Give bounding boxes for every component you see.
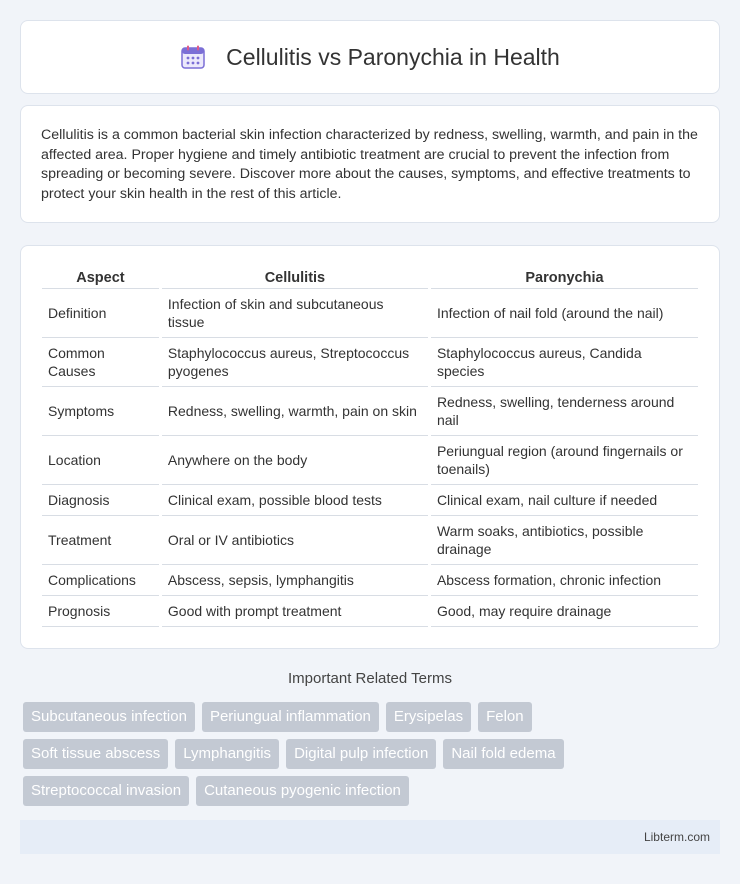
row-label: Definition	[42, 289, 159, 338]
cellulitis-cell: Oral or IV antibiotics	[162, 516, 428, 565]
calendar-icon	[180, 44, 206, 70]
cellulitis-cell: Anywhere on the body	[162, 436, 428, 485]
related-term-tag[interactable]: Lymphangitis	[175, 739, 279, 769]
cellulitis-cell: Infection of skin and subcutaneous tissue	[162, 289, 428, 338]
column-header-cellulitis: Cellulitis	[162, 268, 428, 289]
table-row	[42, 289, 698, 338]
intro-paragraph: Cellulitis is a common bacterial skin infection characterized by redness, swelling, warmth, and pain in the affected area. Proper hygiene and timely antibiotic treatment are crucial to prevent the infection from spreading or becoming severe. Discover more about the causes, symptoms, and effective treatments to protect your skin health in the rest of this article.	[41, 127, 698, 202]
footer-site-link[interactable]: Libterm.com	[643, 830, 710, 844]
cellulitis-cell: Good with prompt treatment	[162, 596, 428, 627]
row-label: Complications	[42, 565, 159, 596]
paronychia-cell: Good, may require drainage	[431, 596, 698, 627]
tag-row	[23, 739, 723, 769]
related-term-tag[interactable]: Erysipelas	[386, 702, 471, 732]
table-header-row	[42, 268, 698, 289]
related-term-tag[interactable]: Periungual inflammation	[202, 702, 379, 732]
table-row	[42, 596, 698, 627]
row-label: Common Causes	[42, 338, 159, 387]
row-label: Prognosis	[42, 596, 159, 627]
cellulitis-cell: Clinical exam, possible blood tests	[162, 485, 428, 516]
related-term-tag[interactable]: Nail fold edema	[443, 739, 563, 769]
page-title: Cellulitis vs Paronychia in Health	[226, 43, 560, 70]
intro-card	[20, 105, 720, 223]
footer	[20, 820, 720, 854]
row-label: Symptoms	[42, 387, 159, 436]
cellulitis-cell: Staphylococcus aureus, Streptococcus pyogenes	[162, 338, 428, 387]
paronychia-cell: Clinical exam, nail culture if needed	[431, 485, 698, 516]
cellulitis-cell: Abscess, sepsis, lymphangitis	[162, 565, 428, 596]
column-header-aspect: Aspect	[42, 268, 159, 289]
related-term-tag[interactable]: Cutaneous pyogenic infection	[196, 776, 409, 806]
related-term-tag[interactable]: Felon	[478, 702, 532, 732]
table-row	[42, 436, 698, 485]
paronychia-cell: Abscess formation, chronic infection	[431, 565, 698, 596]
related-term-tag[interactable]: Digital pulp infection	[286, 739, 436, 769]
table-row	[42, 338, 698, 387]
comparison-table	[39, 268, 701, 627]
paronychia-cell: Infection of nail fold (around the nail)	[431, 289, 698, 338]
paronychia-cell: Staphylococcus aureus, Candida species	[431, 338, 698, 387]
related-term-tag[interactable]: Subcutaneous infection	[23, 702, 195, 732]
row-label: Diagnosis	[42, 485, 159, 516]
related-term-tag[interactable]: Streptococcal invasion	[23, 776, 189, 806]
cellulitis-cell: Redness, swelling, warmth, pain on skin	[162, 387, 428, 436]
related-term-tag[interactable]: Soft tissue abscess	[23, 739, 168, 769]
table-row	[42, 516, 698, 565]
tag-row	[23, 776, 723, 806]
table-row	[42, 485, 698, 516]
paronychia-cell: Redness, swelling, tenderness around nail	[431, 387, 698, 436]
table-row	[42, 565, 698, 596]
tag-row	[23, 702, 723, 732]
related-terms-title: Important Related Terms	[288, 670, 452, 687]
header-card	[20, 20, 720, 94]
paronychia-cell: Warm soaks, antibiotics, possible drainage	[431, 516, 698, 565]
paronychia-cell: Periungual region (around fingernails or toenails)	[431, 436, 698, 485]
column-header-paronychia: Paronychia	[431, 268, 698, 289]
row-label: Treatment	[42, 516, 159, 565]
related-terms-list	[23, 702, 723, 813]
row-label: Location	[42, 436, 159, 485]
table-row	[42, 387, 698, 436]
comparison-table-card	[20, 245, 720, 649]
